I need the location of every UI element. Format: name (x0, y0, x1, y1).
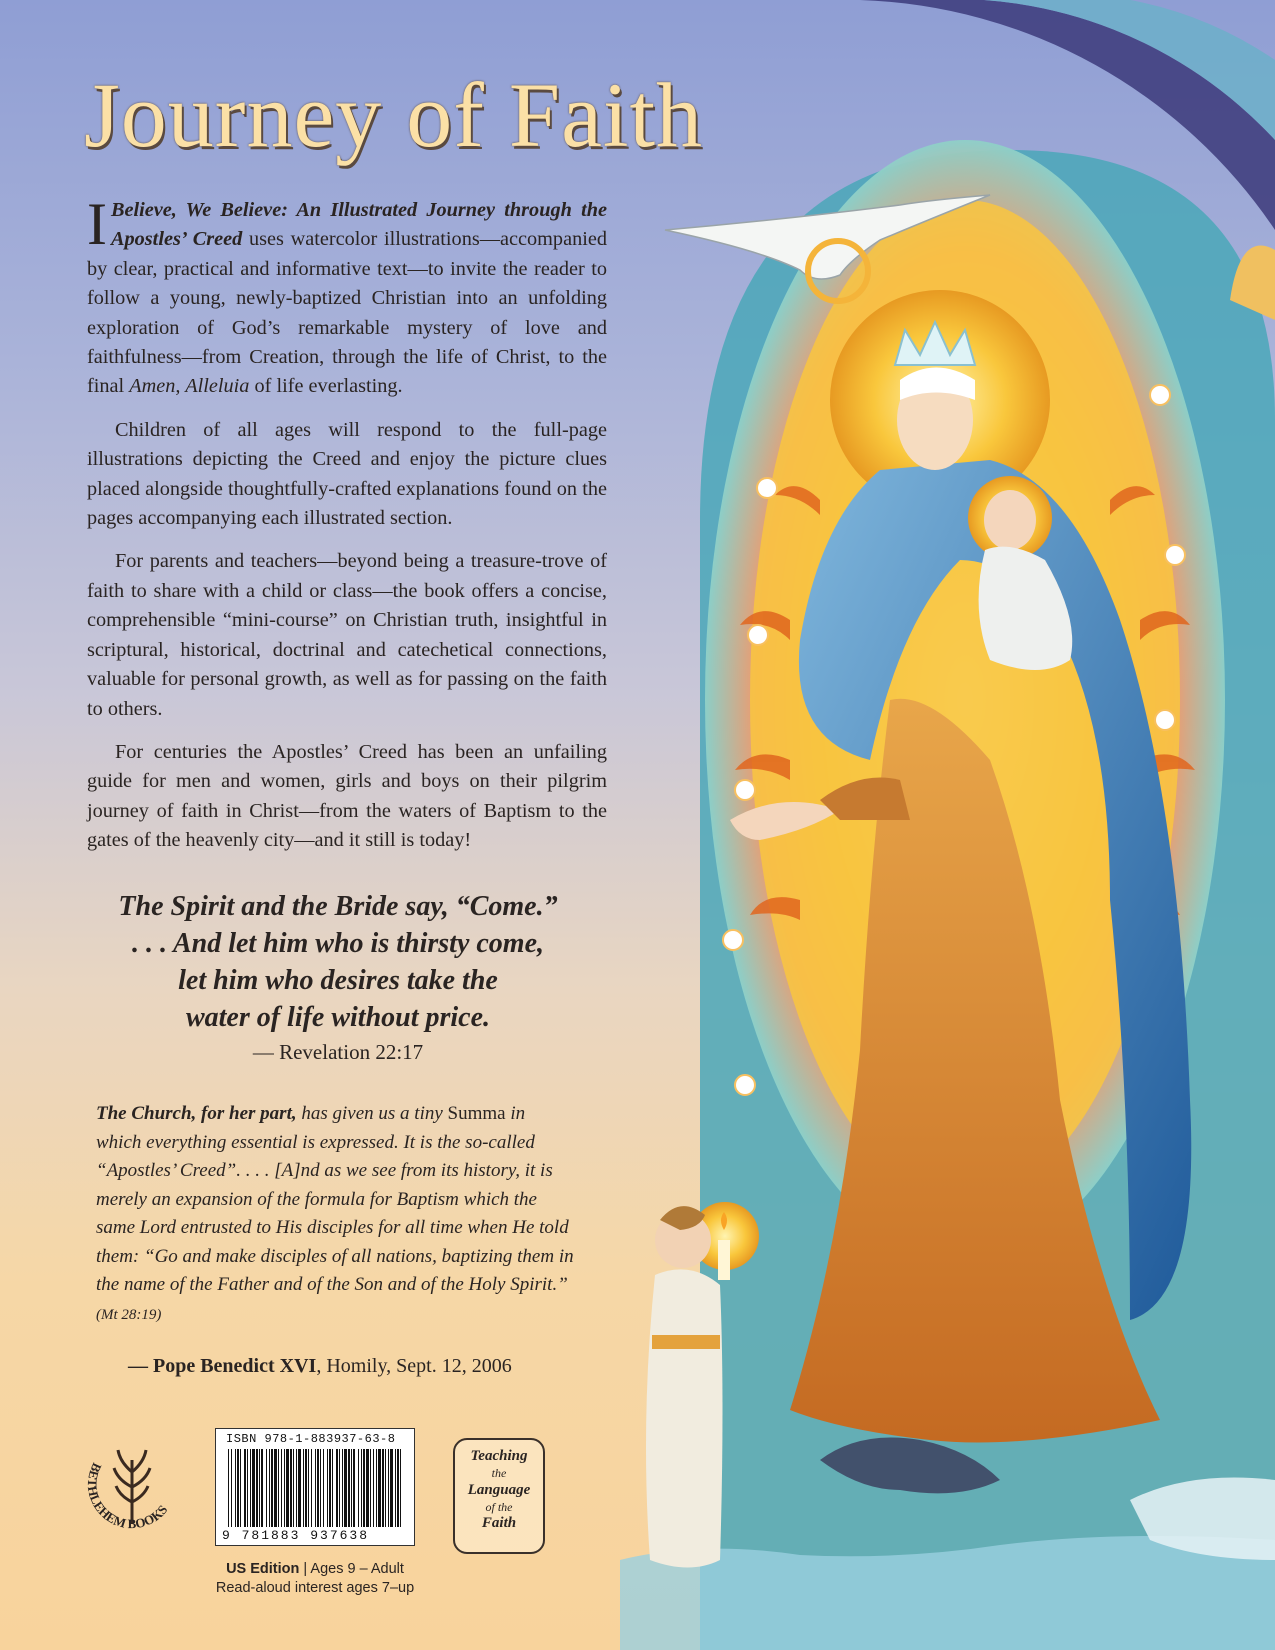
scripture-reference: — Revelation 22:17 (252, 1040, 424, 1064)
barcode-bar (293, 1449, 294, 1527)
badge-line: Faith (481, 1515, 517, 1531)
barcode-bar (256, 1449, 258, 1527)
barcode-bar (344, 1449, 347, 1527)
barcode-bar (315, 1449, 316, 1527)
pope-quote (96, 1100, 574, 1329)
barcode-bar (323, 1449, 324, 1527)
teaching-language-badge (453, 1438, 545, 1554)
pope-quote-ref: (Mt 28:19) (96, 1306, 162, 1323)
barcode-bar (269, 1449, 270, 1527)
barcode-bar (336, 1449, 338, 1527)
barcode-bar (348, 1449, 350, 1527)
barcode-bar (237, 1449, 239, 1527)
publisher-name: BETHLEHEM BOOKS (84, 1460, 171, 1532)
intro-text-a: uses watercolor illustrations—accompanied by clear, practical and informative text—to invite the reader to follow a young, newly-baptized Christian into an unfolding exploration of God’s remarkable mystery of love and faithfulness—from Creation, through the life of Christ, to the final (87, 228, 607, 398)
barcode-bar (296, 1449, 297, 1527)
edition-info (200, 1560, 430, 1598)
badge-line: Teaching (470, 1448, 528, 1464)
paragraph-centuries: For centuries the Apostles’ Creed has been an unfailing guide for men and women, girls and boys on their pilgrim journey of faith in Christ—from the waters of Baptism to the gates of the heavenly city—and it still is today! (87, 740, 607, 852)
barcode-bar (290, 1449, 292, 1527)
barcode-bar (390, 1449, 393, 1527)
barcode-bar (395, 1449, 396, 1527)
barcode-bar (388, 1449, 389, 1527)
barcode-bar (311, 1449, 312, 1527)
pope-name: — Pope Benedict XVI (128, 1355, 317, 1377)
barcode-bar (320, 1449, 321, 1527)
pope-quote-lead: The Church, for her part, (96, 1103, 297, 1124)
scripture-quote (88, 888, 588, 1036)
barcode-bar (366, 1449, 369, 1527)
barcode-bar (240, 1449, 241, 1527)
barcode-bar (376, 1449, 377, 1527)
barcode-bar (261, 1449, 263, 1527)
barcode-bar (271, 1449, 273, 1527)
pope-quote-text: has given us a tiny (296, 1103, 448, 1124)
page-title: Journey of Faith (84, 64, 704, 166)
barcode-bar (303, 1449, 304, 1527)
badge-line: Language (467, 1482, 531, 1498)
barcode-bar (305, 1449, 307, 1527)
barcode-bar (278, 1449, 279, 1527)
barcode-bar (353, 1449, 355, 1527)
edition-label: US Edition (226, 1561, 300, 1577)
barcode-bar (298, 1449, 301, 1527)
barcode-bar (382, 1449, 384, 1527)
scripture-line: . . . And let him who is thirsty come, (131, 928, 544, 959)
intro-paragraph (87, 191, 607, 402)
scripture-line: The Spirit and the Bride say, “Come.” (118, 891, 558, 922)
barcode-bar (397, 1449, 399, 1527)
scripture-line: water of life without price. (185, 1002, 491, 1033)
barcode-bar (378, 1449, 381, 1527)
pope-quote-text: in which everything essential is expressed. It is the so-called “Apostles’ Creed”. . . . [A]nd as we see from its history, it is merely an expansion of the formula for Baptism which the same Lord entrusted to His disciples for all time when He told them: “Go and make disciples of all nations, baptizing them in the name of the Father and of the Son and of the Holy Spirit.” (96, 1103, 574, 1295)
barcode-bar (284, 1449, 285, 1527)
intro-text-b: of life everlasting. (249, 375, 403, 398)
barcode-bar (351, 1449, 352, 1527)
barcode-bar (363, 1449, 365, 1527)
isbn-label: ISBN 978-1-883937-63-8 (226, 1432, 396, 1446)
barcode-bar (244, 1449, 246, 1527)
barcode-bar (247, 1449, 248, 1527)
svg-text:BETHLEHEM BOOKS (85, 1461, 170, 1532)
summa-word: Summa (447, 1103, 506, 1124)
badge-line: of the (485, 1500, 513, 1514)
barcode-bar (358, 1449, 359, 1527)
isbn-barcode (215, 1428, 415, 1546)
age-range: | Ages 9 – Adult (299, 1561, 404, 1577)
barcode-bar (342, 1449, 343, 1527)
drop-cap: I (87, 191, 107, 257)
book-title: Believe, We Believe: An Illustrated Journey through the Apostles’ Creed (110, 199, 607, 251)
barcode-bar (250, 1449, 251, 1527)
barcode-bar (361, 1449, 362, 1527)
pope-attribution (128, 1355, 598, 1378)
barcode-bar (235, 1449, 236, 1527)
barcode-bar (400, 1449, 401, 1527)
bethlehem-books-logo (82, 1432, 182, 1542)
barcode-bar (259, 1449, 260, 1527)
scripture-line: let him who desires take the (178, 965, 498, 996)
barcode-bar (327, 1449, 328, 1527)
barcode-bar (308, 1449, 309, 1527)
barcode-bar (339, 1449, 340, 1527)
paragraph-parents: For parents and teachers—beyond being a treasure-trove of faith to share with a child or class—the book offers a concise, comprehensible “mini-course” on Christian truth, insightful in scriptural, historical, doctrinal and catechetical connections, valuable for personal growth, as well as for passing on the faith to others. (87, 550, 607, 720)
barcode-bar (274, 1449, 277, 1527)
description-text (87, 191, 607, 870)
isbn-digits: 9 781883 937638 (222, 1528, 370, 1543)
paragraph-children: Children of all ages will respond to the full-page illustrations depicting the Creed and enjoy the picture clues placed alongside thoughtfully-crafted explanations found on the pages accompanying each illustrated section. (87, 418, 607, 530)
barcode-bar (329, 1449, 331, 1527)
barcode-bar (332, 1449, 333, 1527)
barcode-bar (266, 1449, 267, 1527)
barcode-bar (385, 1449, 386, 1527)
barcode-bar (370, 1449, 371, 1527)
barcode-bars (226, 1449, 406, 1527)
badge-line: the (491, 1466, 507, 1480)
barcode-bar (281, 1449, 282, 1527)
barcode-bar (373, 1449, 374, 1527)
barcode-bar (252, 1449, 255, 1527)
barcode-bar (286, 1449, 289, 1527)
barcode-bar (231, 1449, 232, 1527)
amen-alleluia: Amen, Alleluia (129, 375, 250, 398)
barcode-bar (228, 1449, 229, 1527)
homily-date: , Homily, Sept. 12, 2006 (316, 1355, 512, 1377)
read-aloud-note: Read-aloud interest ages 7–up (215, 1580, 415, 1596)
barcode-bar (317, 1449, 319, 1527)
